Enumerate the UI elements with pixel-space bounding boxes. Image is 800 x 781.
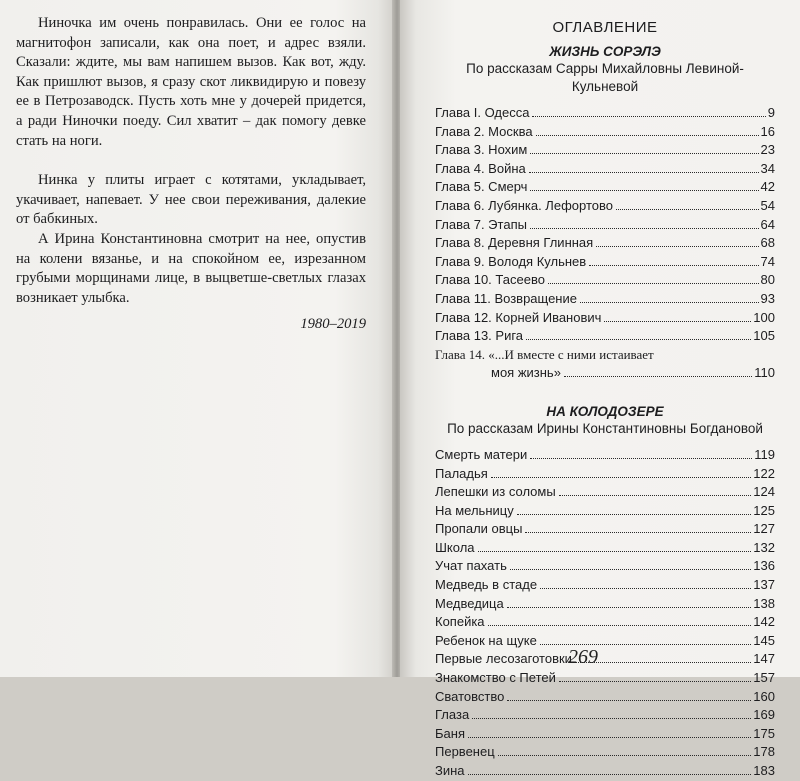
- toc-entry: [435, 725, 775, 744]
- toc-leader-dots: [530, 458, 752, 459]
- toc-entry-page: 93: [760, 290, 775, 306]
- toc-leader-dots: [507, 700, 751, 701]
- toc-leader-dots: [468, 774, 752, 775]
- toc-entry-label: Глава 14. «...И вместе с ними истаивает: [435, 346, 654, 362]
- toc-entry-label: Глава 5. Смерч: [435, 179, 528, 195]
- toc-leader-dots: [478, 551, 752, 552]
- toc-entry-label: Учат пахать: [435, 558, 507, 574]
- toc-entry-label: Баня: [435, 725, 465, 741]
- toc-entry: [435, 290, 775, 309]
- part-title: ЖИЗНЬ СОРЭЛЭ: [549, 44, 661, 59]
- toc-entry-label: Глава 8. Деревня Глинная: [435, 235, 594, 251]
- toc-entry-page: 127: [753, 521, 775, 537]
- toc-entry-label: Глава 11. Возвращение: [435, 290, 577, 306]
- toc-entry: [435, 483, 775, 502]
- toc-leader-dots: [559, 495, 752, 496]
- toc-entry: [435, 104, 775, 123]
- toc-entry-label: Глаза: [435, 707, 470, 723]
- toc-entry: [435, 271, 775, 290]
- date-line: 1980–2019: [300, 316, 366, 333]
- toc-entry-page: 175: [753, 725, 775, 741]
- toc-entry-page: 132: [753, 539, 775, 555]
- toc-entry-page: 64: [760, 216, 775, 232]
- toc-entry-page: 122: [753, 465, 775, 481]
- toc-entry-label: Глава I. Одесса: [435, 105, 530, 120]
- toc-entry-label: Зина: [435, 763, 465, 778]
- paragraph: Нинка у плиты играет с котятами, укладывает, укачивает, напевает. У нее свои переживания, далекие от бабкиных.: [16, 172, 366, 228]
- toc-leader-dots: [548, 283, 759, 284]
- toc-entry: [435, 327, 775, 346]
- toc-entry-page: 147: [753, 651, 775, 667]
- toc-entry-continuation: [435, 364, 775, 383]
- toc-leader-dots: [488, 625, 752, 626]
- toc-leader-dots: [472, 718, 751, 719]
- toc-entry-label: Сватовство: [435, 688, 505, 704]
- toc-leader-dots: [530, 153, 758, 154]
- toc-entry-label: Глава 4. Война: [435, 160, 526, 176]
- toc-entry-page: 178: [753, 744, 775, 760]
- toc-entry-page: 42: [760, 179, 775, 195]
- toc-entry: [435, 669, 775, 688]
- toc-entry-page: 119: [754, 446, 775, 462]
- toc-leader-dots: [507, 607, 752, 608]
- toc-leader-dots: [526, 339, 751, 340]
- toc-entry-label: Смерть матери: [435, 446, 528, 462]
- toc-entry-page: 54: [760, 197, 775, 213]
- toc-entry: [435, 178, 775, 197]
- toc-entry-page: 125: [753, 502, 775, 518]
- toc-entry-label: На мельницу: [435, 502, 514, 518]
- toc-entry: [435, 197, 775, 216]
- toc-entry: [435, 234, 775, 253]
- toc-entry-label: Глава 12. Корней Иванович: [435, 309, 602, 325]
- toc-entry-label: Лепешки из соломы: [435, 484, 556, 500]
- toc-entry: [435, 576, 775, 595]
- toc-entry-page: 9: [767, 105, 775, 120]
- toc-entry-label: Глава 9. Володя Кульнев: [435, 253, 587, 269]
- toc-entry-label: Медведь в стаде: [435, 577, 538, 593]
- toc-leader-dots: [517, 514, 752, 515]
- toc-entry-page: 100: [753, 309, 775, 325]
- toc-entry-page: 160: [753, 688, 775, 704]
- toc-entry: [435, 539, 775, 558]
- toc-entry-label: Глава 10. Тасеево: [435, 272, 545, 288]
- toc-leader-dots: [559, 681, 751, 682]
- toc-leader-dots: [596, 246, 758, 247]
- toc-entry-page: 183: [753, 763, 775, 778]
- toc-entry-page: 169: [753, 707, 775, 723]
- table-of-contents: [435, 18, 775, 781]
- toc-leader-dots: [525, 532, 751, 533]
- toc-entry: [435, 309, 775, 328]
- toc-entry: [435, 123, 775, 142]
- toc-entry-page: 16: [760, 123, 775, 139]
- toc-entry-page: 145: [753, 632, 775, 648]
- left-page-text: [16, 14, 366, 335]
- toc-entry: [435, 160, 775, 179]
- toc-entry: [435, 743, 775, 762]
- toc-list: [435, 104, 775, 346]
- toc-entry: [435, 346, 775, 365]
- toc-entry-label: Знакомство с Петей: [435, 670, 556, 686]
- toc-part-1: [435, 43, 775, 383]
- toc-entry-label: Копейка: [435, 614, 485, 630]
- toc-entry-page: 124: [753, 484, 775, 500]
- toc-entry: [435, 632, 775, 651]
- toc-entry: [435, 595, 775, 614]
- toc-leader-dots: [580, 302, 759, 303]
- toc-leader-dots: [616, 209, 759, 210]
- toc-leader-dots: [564, 376, 752, 377]
- toc-entry-page: 110: [754, 365, 775, 381]
- toc-leader-dots: [529, 172, 759, 173]
- toc-entry-page: 74: [760, 253, 775, 269]
- paragraph: А Ирина Константиновна смотрит на нее, опустив на колени вязанье, и на спокойном ее, изрезанном грубыми морщинами лице, в выцветше-светлых глазах возникает улыбка.: [16, 230, 366, 306]
- toc-entry-label: Ребенок на щуке: [435, 632, 537, 648]
- toc-entry-label: Школа: [435, 539, 475, 555]
- toc-entry-page: 68: [760, 235, 775, 251]
- toc-leader-dots: [540, 644, 751, 645]
- toc-entry-label: Глава 2. Москва: [435, 123, 533, 139]
- toc-entry-page: 138: [753, 595, 775, 611]
- toc-entry: [435, 706, 775, 725]
- part-title: НА КОЛОДОЗЕРЕ: [546, 403, 664, 419]
- toc-entry-page: 80: [760, 272, 775, 288]
- toc-entry: [435, 502, 775, 521]
- paragraph: Ниночка им очень понравилась. Они ее голос на магнитофон записали, как она поет, и адрес взяли. Сказали: ждите, мы вам напишем вызов. Как вот, жду. Как пришлют вызов, я сразу скот ликвидирую и повезу ее в Петрозаводск. Пусть хоть мне у дочерей придется, а ради Ниночки поеду. Сил хватит – дак помогу девке стать на ноги.: [16, 15, 366, 149]
- toc-entry-label: Первые лесозаготовки: [435, 651, 572, 667]
- toc-entry-page: 137: [753, 577, 775, 593]
- part-subtitle: По рассказам Ирины Константиновны Богдановой: [447, 420, 763, 436]
- toc-entry-label: Глава 7. Этапы: [435, 216, 527, 232]
- toc-leader-dots: [532, 116, 765, 117]
- toc-leader-dots: [498, 755, 752, 756]
- toc-entry-label-cont: моя жизнь»: [491, 365, 561, 381]
- toc-entry: [435, 465, 775, 484]
- toc-entry: [435, 557, 775, 576]
- toc-entry-page: 23: [760, 142, 775, 158]
- toc-entry: [435, 253, 775, 272]
- toc-entry: [435, 216, 775, 235]
- toc-leader-dots: [510, 569, 751, 570]
- toc-leader-dots: [491, 477, 752, 478]
- toc-entry-label: Глава 3. Нохим: [435, 142, 528, 158]
- toc-list: [435, 446, 775, 781]
- toc-entry-label: Глава 6. Лубянка. Лефортово: [435, 197, 613, 213]
- toc-entry-label: Глава 13. Рига: [435, 328, 524, 344]
- toc-entry: [435, 613, 775, 632]
- toc-leader-dots: [468, 737, 751, 738]
- toc-leader-dots: [530, 228, 759, 229]
- toc-leader-dots: [536, 135, 759, 136]
- part-subtitle: По рассказам Сарры Михайловны Левиной-Кульневой: [466, 61, 744, 94]
- toc-entry-page: 157: [753, 670, 775, 686]
- toc-entry: [435, 650, 775, 669]
- toc-leader-dots: [589, 265, 758, 266]
- toc-entry: [435, 446, 775, 465]
- toc-leader-dots: [540, 588, 751, 589]
- toc-leader-dots: [604, 321, 751, 322]
- toc-entry: [435, 762, 775, 781]
- page-number: 269: [568, 646, 598, 668]
- toc-entry-page: 136: [753, 558, 775, 574]
- toc-part-2: [435, 403, 775, 781]
- toc-entry: [435, 141, 775, 160]
- toc-leader-dots: [530, 190, 758, 191]
- toc-entry: [435, 520, 775, 539]
- toc-entry-page: 105: [753, 328, 775, 344]
- toc-entry-label: Медведица: [435, 595, 504, 611]
- toc-entry-label: Паладья: [435, 465, 488, 481]
- toc-leader-dots: [575, 662, 751, 663]
- toc-entry-label: Пропали овцы: [435, 521, 523, 537]
- toc-entry: [435, 688, 775, 707]
- left-page: [0, 0, 394, 677]
- toc-entry-page: 142: [753, 614, 775, 630]
- toc-entry-page: 34: [760, 160, 775, 176]
- toc-heading: ОГЛАВЛЕНИЕ: [552, 19, 658, 36]
- toc-entry-label: Первенец: [435, 744, 495, 760]
